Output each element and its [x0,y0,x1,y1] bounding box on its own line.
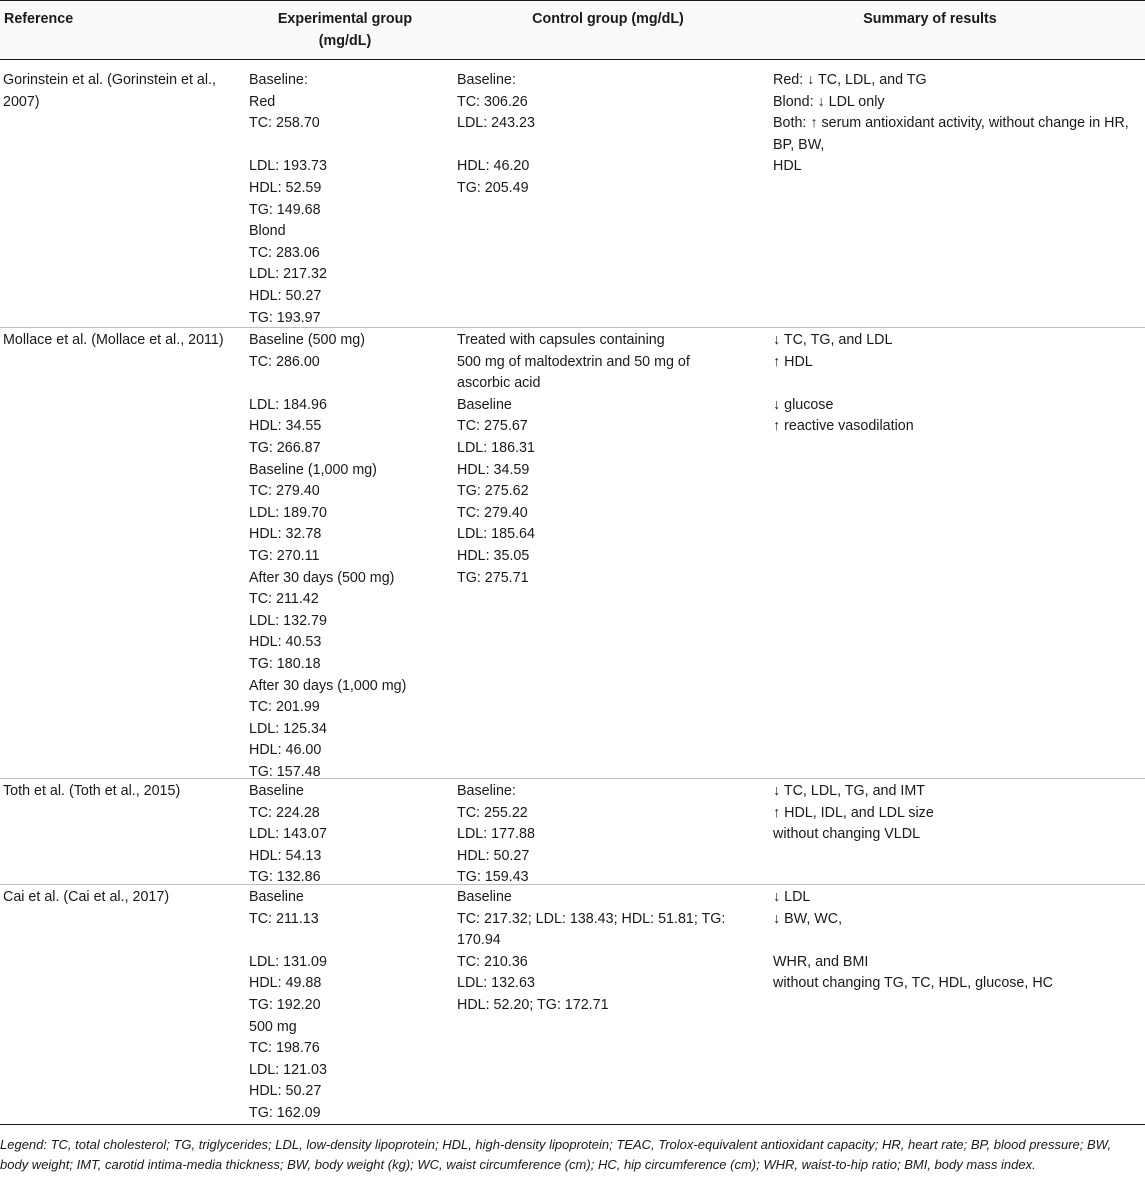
table-row [0,779,1145,885]
cell-control: Treated with capsules containing 500 mg of maltodextrin and 50 mg of ascorbic acid Baseline TC: 275.67 LDL: 186.31 HDL: 34.59 TG: 275.62 TC: 279.40 LDL: 185.64 HDL: 35.05 TG: 275.71 [457,332,690,586]
table-row [0,885,1145,1124]
cell-summary: ↓ TC, TG, and LDL ↑ HDL ↓ glucose ↑ reactive vasodilation [773,332,914,435]
cell-summary: Red: ↓ TC, LDL, and TG Blond: ↓ LDL only Both: ↑ serum antioxidant activity, without change in HR, BP, BW, HDL [773,72,1129,175]
cell-reference: Mollace et al. (Mollace et al., 2011) [3,332,224,348]
cell-reference: Toth et al. (Toth et al., 2015) [3,783,181,799]
cell-experimental: Baseline TC: 224.28 LDL: 143.07 HDL: 54.13 TG: 132.86 [249,783,327,886]
table-row [0,70,1145,328]
table-row [0,328,1145,779]
header-reference: Reference [4,11,74,27]
cell-reference: Cai et al. (Cai et al., 2017) [3,889,170,905]
header-summary-of-results: Summary of results [863,11,997,27]
cell-experimental: Baseline TC: 211.13 LDL: 131.09 HDL: 49.88 TG: 192.20 500 mg TC: 198.76 LDL: 121.03 HDL: 50.27 TG: 162.09 [249,889,327,1121]
table-legend: Legend: TC, total cholesterol; TG, triglycerides; LDL, low-density lipoprotein; HDL, high-density lipoprotein; TEAC, Trolox-equivalent antioxidant capacity; HR, heart rate; BP, blood pressure; BW, body weight; IMT, carotid intima-media thickness; BW, body weight (kg); WC, waist circumference (cm); HC, hip circumference (cm); WHR, waist-to-hip ratio; BMI, body mass index. [0,1137,1112,1172]
cell-control: Baseline: TC: 255.22 LDL: 177.88 HDL: 50.27 TG: 159.43 [457,783,535,886]
cell-experimental: Baseline: Red TC: 258.70 LDL: 193.73 HDL: 52.59 TG: 149.68 Blond TC: 283.06 LDL: 217.32 HDL: 50.27 TG: 193.97 [249,72,327,326]
table-header-row [0,0,1145,60]
cell-control: Baseline: TC: 306.26 LDL: 243.23 HDL: 46.20 TG: 205.49 [457,72,535,196]
table-bottom-rule [0,1124,1145,1125]
header-experimental-group: Experimental group (mg/dL) [277,11,413,49]
cell-experimental: Baseline (500 mg) TC: 286.00 LDL: 184.96 HDL: 34.55 TG: 266.87 Baseline (1,000 mg) TC: 279.40 LDL: 189.70 HDL: 32.78 TG: 270.11 After 30 days (500 mg) TC: 211.42 LDL: 132.79 HDL: 40.53 TG: 180.18 After 30 days (1,000 mg) TC: 201.99 LDL: 125.34 HDL: 46.00 TG: 157.48 [249,332,407,780]
cell-summary: ↓ TC, LDL, TG, and IMT ↑ HDL, IDL, and LDL size without changing VLDL [773,783,934,843]
cell-reference: Gorinstein et al. (Gorinstein et al., 2007) [3,72,216,110]
cell-control: Baseline TC: 217.32; LDL: 138.43; HDL: 51.81; TG: 170.94 TC: 210.36 LDL: 132.63 HDL: 52.20; TG: 172.71 [457,889,726,1013]
header-control-group: Control group (mg/dL) [532,11,684,27]
cell-summary: ↓ LDL ↓ BW, WC, WHR, and BMI without changing TG, TC, HDL, glucose, HC [773,889,1053,992]
